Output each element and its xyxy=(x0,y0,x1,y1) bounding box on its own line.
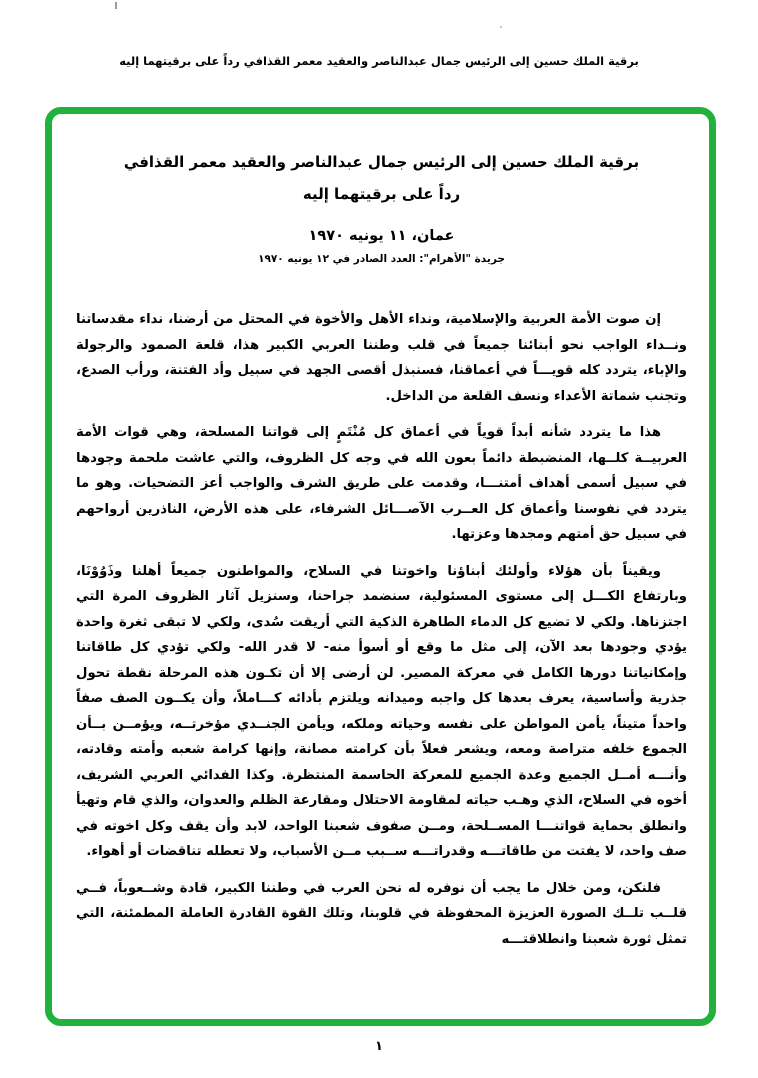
body-paragraph-1: إن صوت الأمة العربية والإسلامية، ونداء الأهل والأخوة في المحتل من أرضنا، نداء مقدساتنا ونــداء الواجب نحو أبنائنا جميعاً في قلب وطننا العربي الكبير هذا، قلعة الصمود والرجولة والإباء، يتردد كله قويـــاً في أعماقنا، فسنبذل أقصى الجهد في سبيل وأد الفتنة، ورأب الصدع، وتجنب شماتة الأعداء ونسف القلعة من الداخل. xyxy=(76,312,687,404)
document-border-frame xyxy=(45,107,716,1026)
scan-artifact xyxy=(500,26,502,28)
document-body xyxy=(76,307,687,952)
scan-artifact xyxy=(115,2,117,9)
body-paragraph-4: فلنكن، ومن خلال ما يجب أن نوفره له نحن العرب في وطننا الكبير، قادة وشــعوباً، فــي قلــب تلــك الصورة العزيزة المحفوظة في قلوبنا، وتلك القوة القادرة العاملة المطمئنة، التي تمثل ثورة شعبنا وانطلاقتـــه xyxy=(76,880,687,947)
body-paragraph-3: ويقيناً بأن هؤلاء وأولئك أبناؤنا واخوتنا في السلاح، والمواطنون جميعاً أهلنا وذَوُوْنَا، وبارتفاع الكـــل إلى مستوى المسئولية، سنضمد جراحنا، وسنزيل آثار الظروف المرة التي اجتزناها. ولكي لا تضيع كل الدماء الطاهرة الذكية التي أريقت سُدى، ولكي لا تبقى ثغرة واحدة يؤدي وجودها بعد الآن، إلى مثل ما وقع أو أسوأ منه- لا قدر الله- ولكي تؤدي كل طاقاتنا وإمكانياتنا دورها الكامل في معركة المصير. لن أرضى إلا أن تكـون هذه المرحلة نقطة تحول جذرية وأساسية، يعرف بعدها كل واجبه وميدانه ويلتزم بأدائه كـــاملاً، وأن يكــون الصف صفاً واحداً متيناً، يأمن المواطن على نفسه وحياته وملكه، ويأمن الجنــدي مؤخرتــه، ويؤمــن بــأن الجموع خلفه متراصة ومعه، ويشعر فعلاً بأن كرامته مصانة، وإنها كرامة شعبه وأمته وقادته، وأنـــه أمــل الجميع وعدة الجميع للمعركة الحاسمة المنتظرة. وكذا الفدائي العربي الشريف، أخوه في السلاح، الذي وهـب حياته لمقاومة الاحتلال ومقارعة الظلم والعدوان، والذي قام وتهيأ وانطلق بحماية قواتنـــا المســلحة، ومــن صفوف شعبنا الواحد، لابد وأن يقف وكل اخوته في صف واحد، لا يفتت من طاقاتـــه وقدراتـــه ســبب مــن الأسباب، ولا تعطله تناقضات أو أهواء. xyxy=(76,563,687,859)
page-number: ١ xyxy=(375,1039,383,1054)
document-source: جريدة "الأهرام": العدد الصادر في ١٢ يونيه ١٩٧٠ xyxy=(258,253,505,265)
document-header: برقية الملك حسين إلى الرئيس جمال عبدالناصر والعقيد معمر القذافي رداً على برقيتهما إليه xyxy=(119,54,639,68)
document-title xyxy=(76,146,687,210)
document-date: عمان، ١١ يونيه ١٩٧٠ xyxy=(308,228,455,244)
document-title-line1: برقية الملك حسين إلى الرئيس جمال عبدالناصر والعقيد معمر القذافي xyxy=(123,153,640,171)
document-title-line2: رداً على برقيتهما إليه xyxy=(302,185,461,203)
body-paragraph-2: هذا ما يتردد شأنه أبداً قوياً في أعماق كل مُنْتَمٍ إلى قواتنا المسلحة، وهي قوات الأمة العربيــة كلــها، المنضبطة دائماً بعون الله في وجه كل الظروف، والتي عاشت ملحمة وجودها في سبيل أسمى أهداف أمتنـــا، وقدمت على طريق الشرف والواجب أعز التضحيات. وهو ما يتردد في نفوسنا وأعماق كل العــرب الآصـــائل الشرفاء، على هذه الأرض، الناذرين أرواحهم في سبيل حق أمتهم ومجدها وعزتها. xyxy=(76,425,687,542)
document-content xyxy=(52,114,709,1019)
